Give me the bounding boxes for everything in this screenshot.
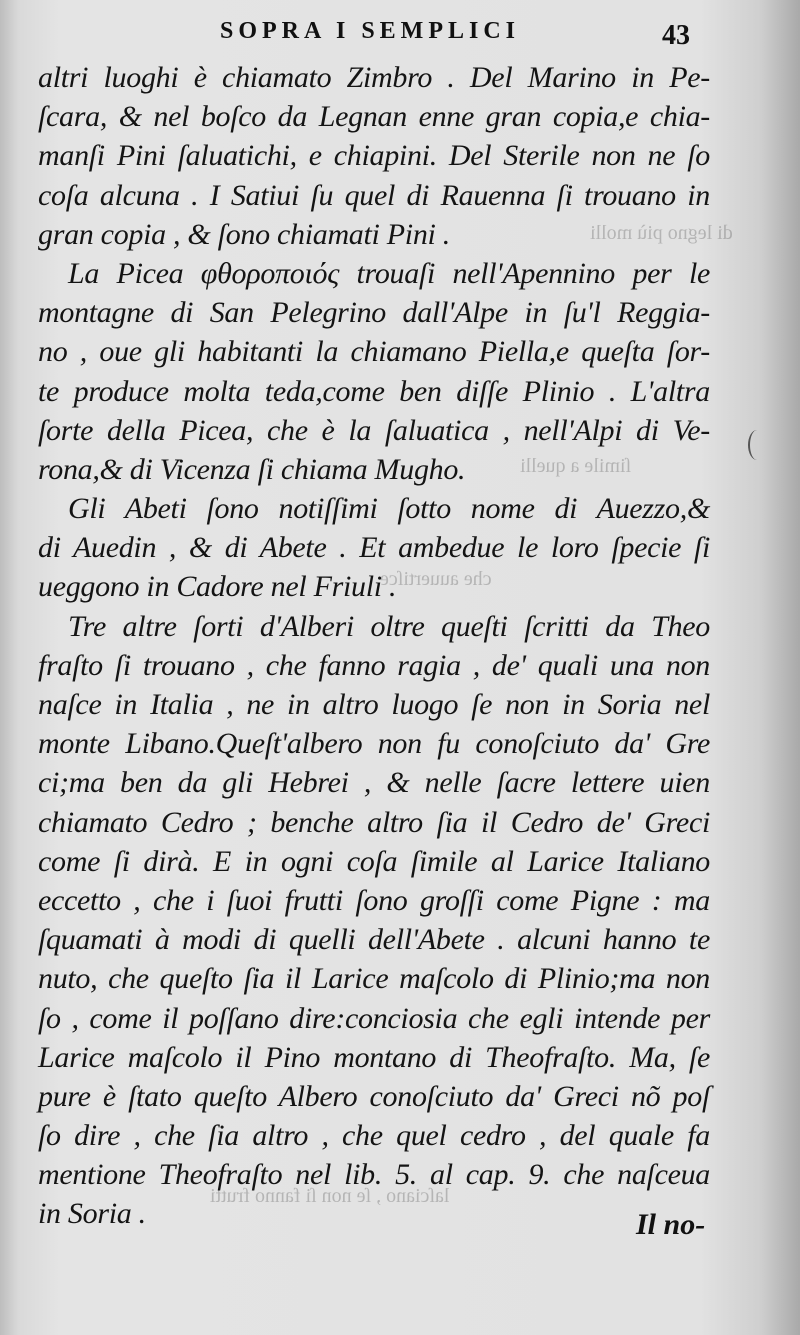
text-line: ſquamati à modi di quelli dell'Abete . alcuni hanno te: [38, 923, 710, 957]
text-line: Larice maſcolo il Pino montano di Theofraſto. Ma, ſe: [38, 1040, 710, 1074]
text-line: naſce in Italia , ne in altro luogo ſe non in Soria nel: [38, 688, 710, 721]
text-line: ueggono in Cadore nel Friuli .: [38, 570, 397, 604]
page-number: 43: [662, 20, 690, 51]
text-line: nuto, che queſto ſia il Larice maſcolo di Plinio;ma non: [38, 962, 710, 996]
text-line: manſi Pini ſaluatichi, e chiapini. Del Sterile non ne ſo: [38, 139, 710, 173]
text-line: monte Libano.Queſt'albero non fu conoſciuto da' Gre: [38, 727, 710, 761]
show-through-text: ſimile a quelli: [520, 455, 632, 477]
text-line: rona,& di Vicenza ſi chiama Mugho.: [38, 452, 466, 486]
running-head: SOPRA I SEMPLICI: [219, 18, 521, 44]
show-through-text: di legno più molli: [590, 222, 733, 244]
text-line: ſo dire , che ſia altro , che quel cedro , del quale fa: [38, 1119, 710, 1153]
show-through-text: che auuertiſce: [380, 568, 492, 590]
text-line: ſorte della Picea, che è la ſaluatica , nell'Alpi di Ve-: [38, 413, 710, 447]
margin-bracket-mark: [748, 430, 766, 460]
text-line: ci;ma ben da gli Hebrei , & nelle ſacre lettere uien: [38, 766, 710, 800]
text-line: mentione Theofraſto nel lib. 5. al cap. 9. che naſceua: [38, 1158, 710, 1192]
show-through-text: laſciano , ſe non ſi fanno frutti: [210, 1185, 450, 1207]
text-line: fraſto ſi trouano , che fanno ragia , de' quali una non: [38, 648, 710, 682]
text-line: no , oue gli habitanti la chiamano Piella,e queſta ſor-: [38, 335, 710, 369]
text-line: altri luoghi è chiamato Zimbro . Del Marino in Pe-: [38, 61, 710, 94]
text-line: Gli Abeti ſono notiſſimi ſotto nome di Auezzo,&: [68, 492, 710, 526]
text-line: chiamato Cedro ; benche altro ſia il Cedro de' Greci: [38, 805, 710, 839]
text-line: come ſi dirà. E in ogni coſa ſimile al Larice Italiano: [38, 844, 710, 878]
text-line: ſcara, & nel boſco da Legnan enne gran copia,e chia-: [38, 100, 710, 134]
text-line: te produce molta teda,come ben diſſe Plinio . L'altra: [38, 374, 710, 408]
text-line: di Auedin , & di Abete . Et ambedue le loro ſpecie ſi: [38, 531, 710, 565]
body-text: [38, 58, 710, 1234]
text-line: gran copia , & ſono chiamati Pini .: [38, 217, 450, 251]
text-line: eccetto , che i ſuoi frutti ſono groſſi come Pigne : ma: [38, 883, 710, 917]
text-line: in Soria .: [38, 1197, 146, 1231]
text-line: La Picea φθοροποιός trouaſi nell'Apennino per le: [68, 256, 710, 290]
text-line: montagne di San Pelegrino dall'Alpe in ſu'l Reggia-: [38, 296, 710, 330]
text-line: coſa alcuna . I Satiui ſu quel di Rauenna ſi trouano in: [38, 178, 710, 212]
text-line: pure è ſtato queſto Albero conoſciuto da' Greci nõ poſ: [38, 1079, 710, 1113]
text-line: ſo , come il poſſano dire:conciosia che egli intende per: [38, 1001, 710, 1035]
catchword: Il no-: [636, 1208, 706, 1241]
text-line: Tre altre ſorti d'Alberi oltre queſti ſcritti da Theo: [68, 609, 710, 643]
